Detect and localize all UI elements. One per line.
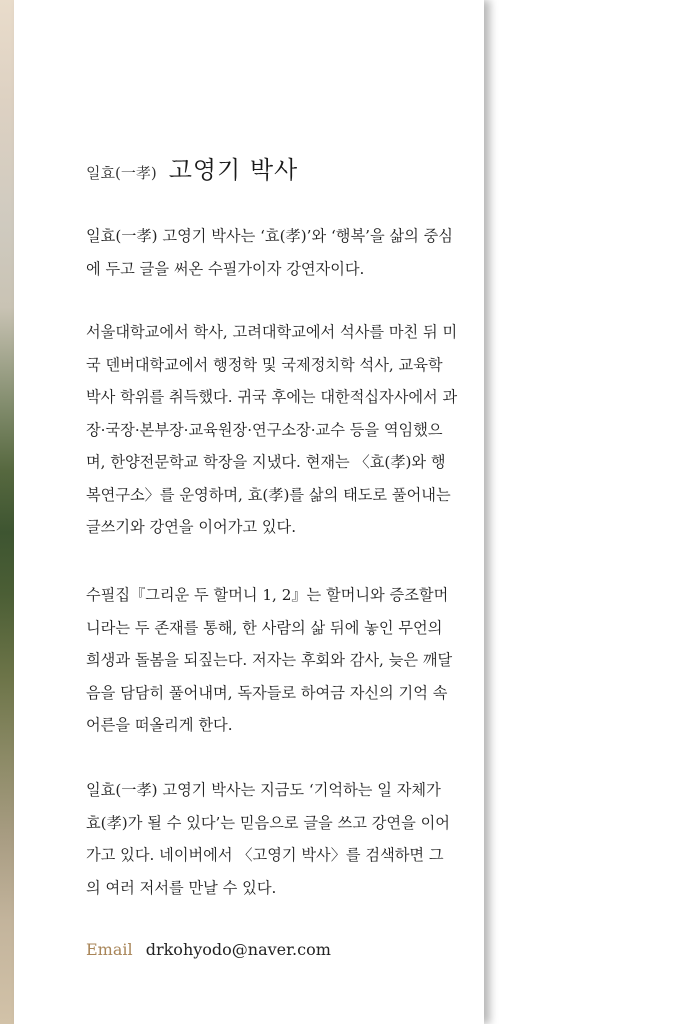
author-pen-name: 일효(一孝) [86,164,157,182]
author-bio-page [14,0,484,1024]
email-label: Email [86,940,133,959]
email-address[interactable]: drkohyodo@naver.com [145,940,331,959]
bio-paragraph-2: 서울대학교에서 학사, 고려대학교에서 석사를 마친 뒤 미국 덴버대학교에서 행정학 및 국제정치학 석사, 교육학 박사 학위를 취득했다. 귀국 후에는 대한적십자사에서 과장·국장·본부장·교육원장·연구소장·교수 등을 역임했으며, 한양전문학교 학장을 지냈다. 현재는 〈효(孝)와 행복연구소〉를 운영하며, 효(孝)를 삶의 태도로 풀어내는 글쓰기와 강연을 이어가고 있다. [86,323,458,536]
bio-paragraph-1: 일효(一孝) 고영기 박사는 ‘효(孝)’와 ‘행복’을 삶의 중심에 두고 글을 써온 수필가이자 강연자이다. [86,227,453,278]
bio-paragraph-4: 일효(一孝) 고영기 박사는 지금도 ‘기억하는 일 자체가 효(孝)가 될 수 있다’는 믿음으로 글을 쓰고 강연을 이어가고 있다. 네이버에서 〈고영기 박사〉를 검색하면 그의 여러 저서를 만날 수 있다. [86,781,450,897]
author-name: 고영기 박사 [168,156,299,184]
author-heading [86,150,298,185]
bio-paragraph-3: 수필집『그리운 두 할머니 1, 2』는 할머니와 증조할머니라는 두 존재를 통해, 한 사람의 삶 뒤에 놓인 무언의 희생과 돌봄을 되짚는다. 저자는 후회와 감사, 늦은 깨달음을 담담히 풀어내며, 독자들로 하여금 자신의 기억 속 어른을 떠올리게 한다. [86,586,453,734]
background-photo-edge [0,0,14,1024]
contact-line [86,940,331,959]
right-background [484,0,698,1024]
